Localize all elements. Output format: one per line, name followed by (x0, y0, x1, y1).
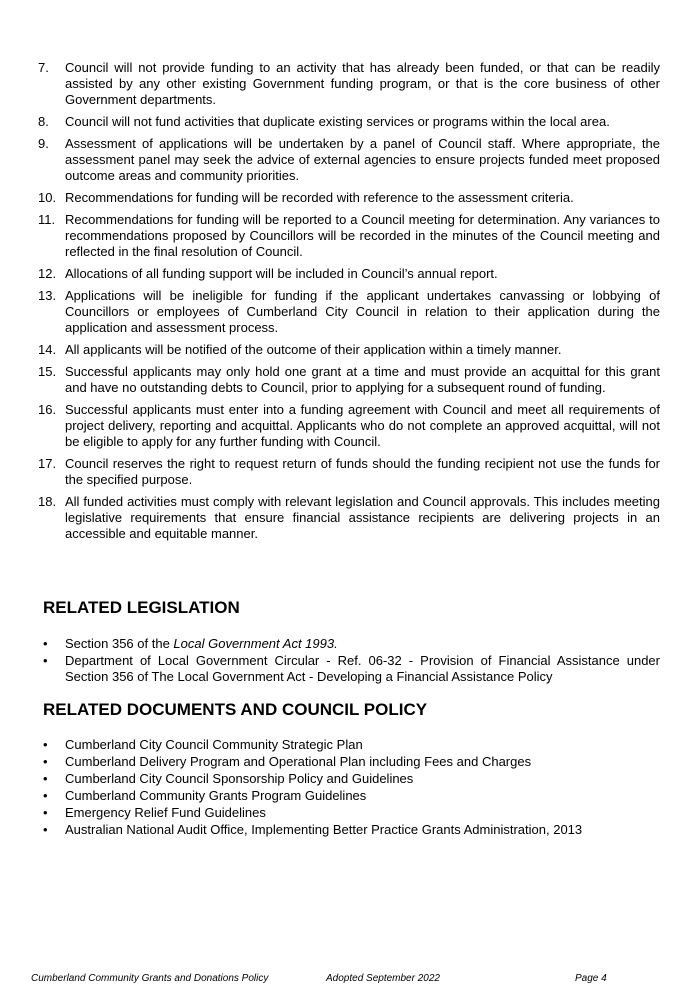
footer-page-number: Page 4 (575, 973, 607, 984)
footer-title: Cumberland Community Grants and Donations Policy (31, 973, 269, 984)
item-number: 11. (38, 212, 56, 227)
list-item (43, 771, 660, 787)
bullet-icon: • (43, 636, 48, 651)
item-number: 15. (38, 364, 57, 379)
policy-numbered-list (38, 60, 660, 548)
item-text: Department of Local Government Circular - Ref. 06-32 - Provision of Financial Assistance under Section 356 of The Local Government Act - Developing a Financial Assistance Policy (65, 653, 660, 684)
list-item (43, 822, 660, 838)
item-number: 12. (38, 266, 57, 281)
legislation-list (43, 636, 660, 686)
bullet-icon: • (43, 822, 48, 837)
item-number: 10. (38, 190, 57, 205)
documents-list (43, 737, 660, 839)
item-text: Section 356 of the (65, 636, 174, 651)
list-item (38, 266, 660, 282)
item-text: Council will not fund activities that duplicate existing services or programs within the local area. (65, 114, 610, 129)
item-text: Allocations of all funding support will be included in Council’s annual report. (65, 266, 498, 281)
item-text: Successful applicants may only hold one grant at a time and must provide an acquittal for this grant and have no outstanding debts to Council, prior to applying for a subsequent round of funding. (65, 364, 660, 395)
bullet-icon: • (43, 788, 48, 803)
item-number: 9. (38, 136, 49, 151)
item-text: Applications will be ineligible for funding if the applicant undertakes canvassing or lobbying of Councillors or employees of Cumberland City Council in relation to their application during the application and assessment process. (65, 288, 660, 335)
bullet-icon: • (43, 771, 48, 786)
list-item (38, 190, 660, 206)
list-item (43, 653, 660, 685)
list-item (38, 402, 660, 450)
bullet-icon: • (43, 805, 48, 820)
list-item (43, 636, 660, 652)
list-item (38, 114, 660, 130)
item-text: Emergency Relief Fund Guidelines (65, 805, 266, 820)
list-item (38, 342, 660, 358)
list-item (43, 788, 660, 804)
bullet-icon: • (43, 754, 48, 769)
list-item (38, 288, 660, 336)
list-item (43, 754, 660, 770)
item-number: 8. (38, 114, 49, 129)
list-item (43, 805, 660, 821)
item-text: Council will not provide funding to an activity that has already been funded, or that can be readily assisted by any other existing Government funding program, or that is the core business of other Government departments. (65, 60, 660, 107)
item-text: Australian National Audit Office, Implementing Better Practice Grants Administration, 2013 (65, 822, 583, 837)
item-text: All applicants will be notified of the outcome of their application within a timely manner. (65, 342, 562, 357)
list-item (38, 494, 660, 542)
list-item (38, 136, 660, 184)
bullet-icon: • (43, 653, 48, 668)
related-legislation-heading: RELATED LEGISLATION (43, 598, 240, 617)
item-text: Cumberland City Council Sponsorship Policy and Guidelines (65, 771, 414, 786)
item-number: 7. (38, 60, 49, 75)
item-text: Assessment of applications will be undertaken by a panel of Council staff. Where appropriate, the assessment panel may seek the advice of external agencies to ensure projects funded meet proposed outcome areas and community priorities. (65, 136, 660, 183)
item-text: Cumberland Delivery Program and Operational Plan including Fees and Charges (65, 754, 532, 769)
item-text: Cumberland Community Grants Program Guidelines (65, 788, 367, 803)
item-text: Cumberland City Council Community Strategic Plan (65, 737, 363, 752)
list-item (38, 364, 660, 396)
item-number: 17. (38, 456, 57, 471)
list-item (38, 456, 660, 488)
related-documents-heading: RELATED DOCUMENTS AND COUNCIL POLICY (43, 700, 428, 719)
item-text: Successful applicants must enter into a funding agreement with Council and meet all requirements of project delivery, reporting and acquittal. Applicants who do not complete an approved acquittal, will not be eligible to apply for any further funding with Council. (65, 402, 660, 449)
item-text: Council reserves the right to request return of funds should the funding recipient not use the funds for the specified purpose. (65, 456, 660, 487)
item-number: 16. (38, 402, 57, 417)
list-item (43, 737, 660, 753)
footer-adopted-date: Adopted September 2022 (326, 973, 440, 984)
item-number: 18. (38, 494, 57, 509)
item-number: 14. (38, 342, 57, 357)
list-item (38, 212, 660, 260)
item-text: Recommendations for funding will be recorded with reference to the assessment criteria. (65, 190, 574, 205)
item-text: All funded activities must comply with relevant legislation and Council approvals. This includes meeting legislative requirements that ensure financial assistance recipients are delivering projects in an accessible and equitable manner. (65, 494, 660, 541)
bullet-icon: • (43, 737, 48, 752)
list-item (38, 60, 660, 108)
item-number: 13. (38, 288, 57, 303)
act-title: Local Government Act 1993. (173, 636, 338, 651)
item-text: Recommendations for funding will be reported to a Council meeting for determination. Any variances to recommendations proposed by Councillors will be recorded in the minutes of the Council meeting and reflected in the final resolution of Council. (65, 212, 660, 259)
